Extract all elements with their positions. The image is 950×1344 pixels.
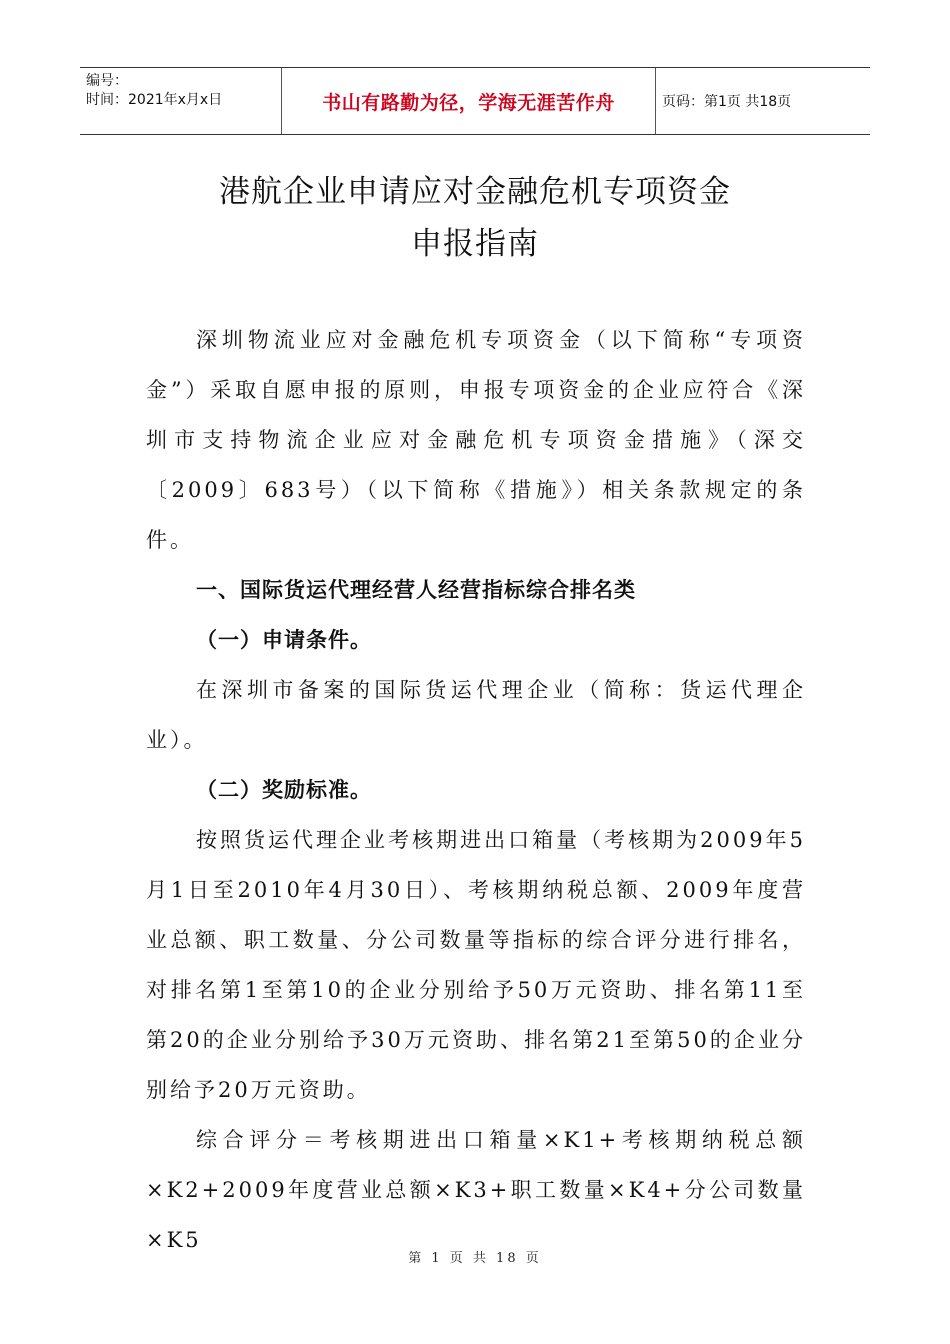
- time-label: 时间：2021年x月x日: [86, 92, 223, 108]
- intro-paragraph: 深圳物流业应对金融危机专项资金（以下简称“专项资金”）采取自愿申报的原则，申报专项资金的企业应符合《深圳市支持物流企业应对金融危机专项资金措施》（深交〔2009〕683号）（以下简称《措施》）相关条款规定的条件。: [146, 328, 806, 552]
- document-body: [146, 315, 806, 1265]
- formula-paragraph: 综合评分＝考核期进出口箱量×K1+考核期纳税总额×K2+2009年度营业总额×K3+职工数量×K4+分公司数量×K5: [146, 1128, 806, 1252]
- header-motto: [282, 68, 656, 134]
- reward-paragraph: 按照货运代理企业考核期进出口箱量（考核期为2009年5月1日至2010年4月30日）、考核期纳税总额、2009年度营业总额、职工数量、分公司数量等指标的综合评分进行排名，对排名第1至第10的企业分别给予50万元资助、排名第11至第20的企业分别给予30万元资助、排名第21至第50的企业分别给予20万元资助。: [146, 828, 806, 1102]
- section-heading-1: 一、国际货运代理经营人经营指标综合排名类: [196, 578, 636, 602]
- doc-title-line2: 申报指南: [411, 226, 539, 262]
- code-label: 编号：: [86, 73, 128, 89]
- subheading-reward: （二）奖励标准。: [196, 778, 372, 802]
- header-table: [80, 67, 870, 135]
- page-footer: 第 1 页 共 18 页: [408, 1251, 542, 1266]
- doc-title-line1: 港航企业申请应对金融危机专项资金: [219, 174, 731, 210]
- subheading-conditions: （一）申请条件。: [196, 628, 372, 652]
- page-info-text: 页码：第1页 共18页: [662, 94, 792, 110]
- header-page-info: [656, 68, 870, 134]
- header-meta: [80, 68, 282, 134]
- motto-text: 书山有路勤为径，学海无涯苦作舟: [322, 91, 615, 114]
- conditions-paragraph: 在深圳市备案的国际货运代理企业（简称：货运代理企业）。: [146, 678, 806, 752]
